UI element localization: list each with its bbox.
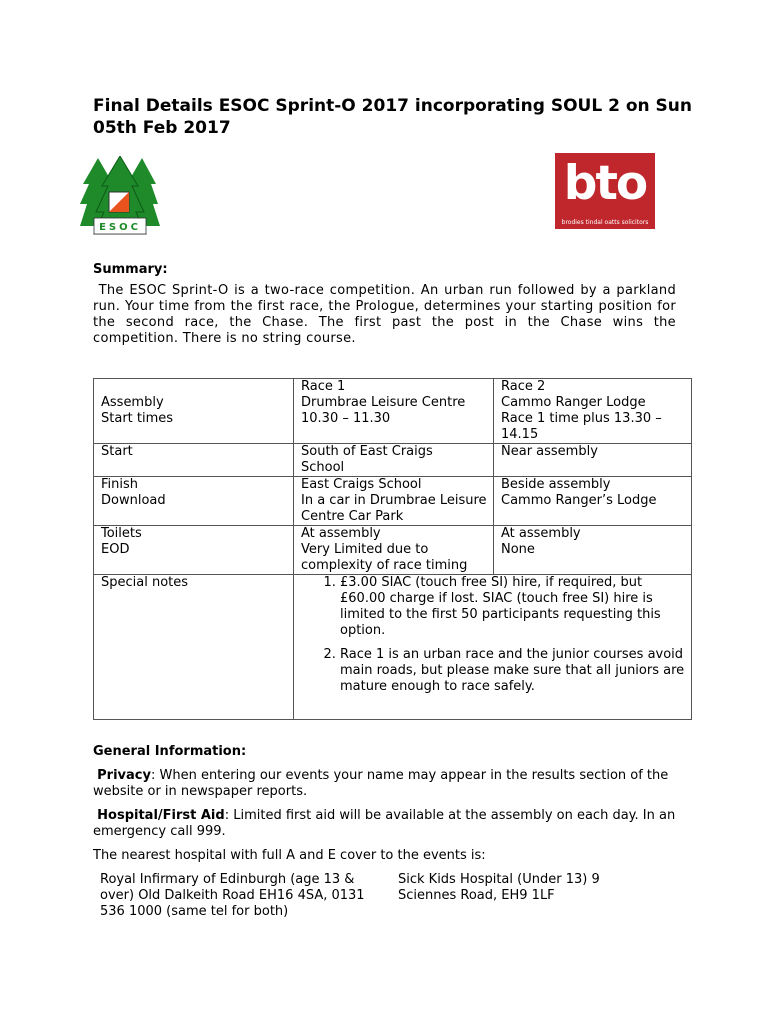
first-aid-text: : Limited first aid will be available at the assembly on each day. In an emergency call 999. bbox=[93, 808, 676, 839]
esoc-logo bbox=[80, 156, 160, 240]
column-header-race2: Race 2 bbox=[501, 379, 546, 394]
race-info-table bbox=[93, 378, 692, 720]
table-row bbox=[94, 526, 692, 575]
race1-finish: East Craigs School bbox=[301, 477, 422, 492]
table-row bbox=[94, 575, 692, 720]
special-note-1: 1. £3.00 SIAC (touch free SI) hire, if required, but £60.00 charge if lost. SIAC (touch free SI) hire is limited to the first 50 participants requesting this option. bbox=[340, 575, 691, 639]
first-aid-label: Hospital/First Aid bbox=[97, 808, 225, 823]
table-cell-race1 bbox=[294, 379, 494, 444]
race1-eod: Very Limited due to complexity of race timing bbox=[301, 542, 468, 573]
race1-toilets: At assembly bbox=[301, 526, 381, 541]
table-row bbox=[94, 477, 692, 526]
table-cell-labels bbox=[94, 379, 294, 444]
race1-download: In a car in Drumbrae Leisure Centre Car Park bbox=[301, 493, 487, 524]
bto-logo bbox=[555, 153, 655, 229]
race2-assembly: Cammo Ranger Lodge bbox=[501, 395, 646, 410]
row-label-toilets: Toilets bbox=[101, 526, 142, 541]
hospital-children: Sick Kids Hospital (Under 13) 9 Sciennes Road, EH9 1LF bbox=[398, 872, 600, 903]
special-notes-cell bbox=[294, 575, 692, 720]
table-cell-race2 bbox=[494, 379, 692, 444]
table-row bbox=[94, 444, 692, 477]
document-title: Final Details ESOC Sprint-O 2017 incorporating SOUL 2 on Sun 05th Feb 2017 bbox=[93, 96, 692, 138]
race1-assembly: Drumbrae Leisure Centre bbox=[301, 395, 466, 410]
row-label-finish: Finish bbox=[101, 477, 139, 492]
race2-finish: Beside assembly bbox=[501, 477, 611, 492]
race1-start: South of East Craigs School bbox=[294, 444, 494, 477]
race2-start: Near assembly bbox=[494, 444, 692, 477]
general-info-heading: General Information: bbox=[93, 744, 247, 759]
bto-logo-tagline: brodies tindal oatts solicitors bbox=[561, 219, 649, 226]
esoc-logo-text: ESOC bbox=[99, 222, 141, 233]
privacy-text: : When entering our events your name may appear in the results section of the website or in newspaper reports. bbox=[93, 768, 669, 799]
hospital-adult: Royal Infirmary of Edinburgh (age 13 & over) Old Dalkeith Road EH16 4SA, 0131 536 1000 (same tel for both) bbox=[100, 872, 365, 919]
nearest-hospital-text: The nearest hospital with full A and E cover to the events is: bbox=[93, 848, 486, 863]
row-label-start-times: Start times bbox=[101, 411, 174, 426]
bto-logo-text: bto bbox=[563, 156, 647, 211]
special-note-2: 2. Race 1 is an urban race and the junior courses avoid main roads, but please make sure that all juniors are mature enough to race safely. bbox=[340, 647, 691, 695]
row-label-download: Download bbox=[101, 493, 166, 508]
row-label-eod: EOD bbox=[101, 542, 130, 557]
privacy-label: Privacy bbox=[97, 768, 151, 783]
row-label-special-notes: Special notes bbox=[94, 575, 294, 720]
race1-start-times: 10.30 – 11.30 bbox=[301, 411, 391, 426]
summary-body: The ESOC Sprint-O is a two-race competition. An urban run followed by a parkland run. Your time from the first race, the Prologue, determines your starting position for the second race, the Chase. The first past the post in the Chase wins the competition. There is no string course. bbox=[93, 283, 676, 346]
race2-eod: None bbox=[501, 542, 535, 557]
race2-download: Cammo Ranger’s Lodge bbox=[501, 493, 657, 508]
privacy-paragraph bbox=[93, 768, 693, 800]
race2-start-times: Race 1 time plus 13.30 – 14.15 bbox=[501, 411, 662, 442]
table-row bbox=[94, 379, 692, 444]
summary-heading: Summary: bbox=[93, 262, 168, 277]
special-notes-list bbox=[294, 575, 691, 695]
summary-text bbox=[93, 283, 676, 347]
row-label-start: Start bbox=[94, 444, 294, 477]
column-header-race1: Race 1 bbox=[301, 379, 346, 394]
race2-toilets: At assembly bbox=[501, 526, 581, 541]
row-label-assembly: Assembly bbox=[101, 395, 164, 410]
first-aid-paragraph bbox=[93, 808, 693, 840]
